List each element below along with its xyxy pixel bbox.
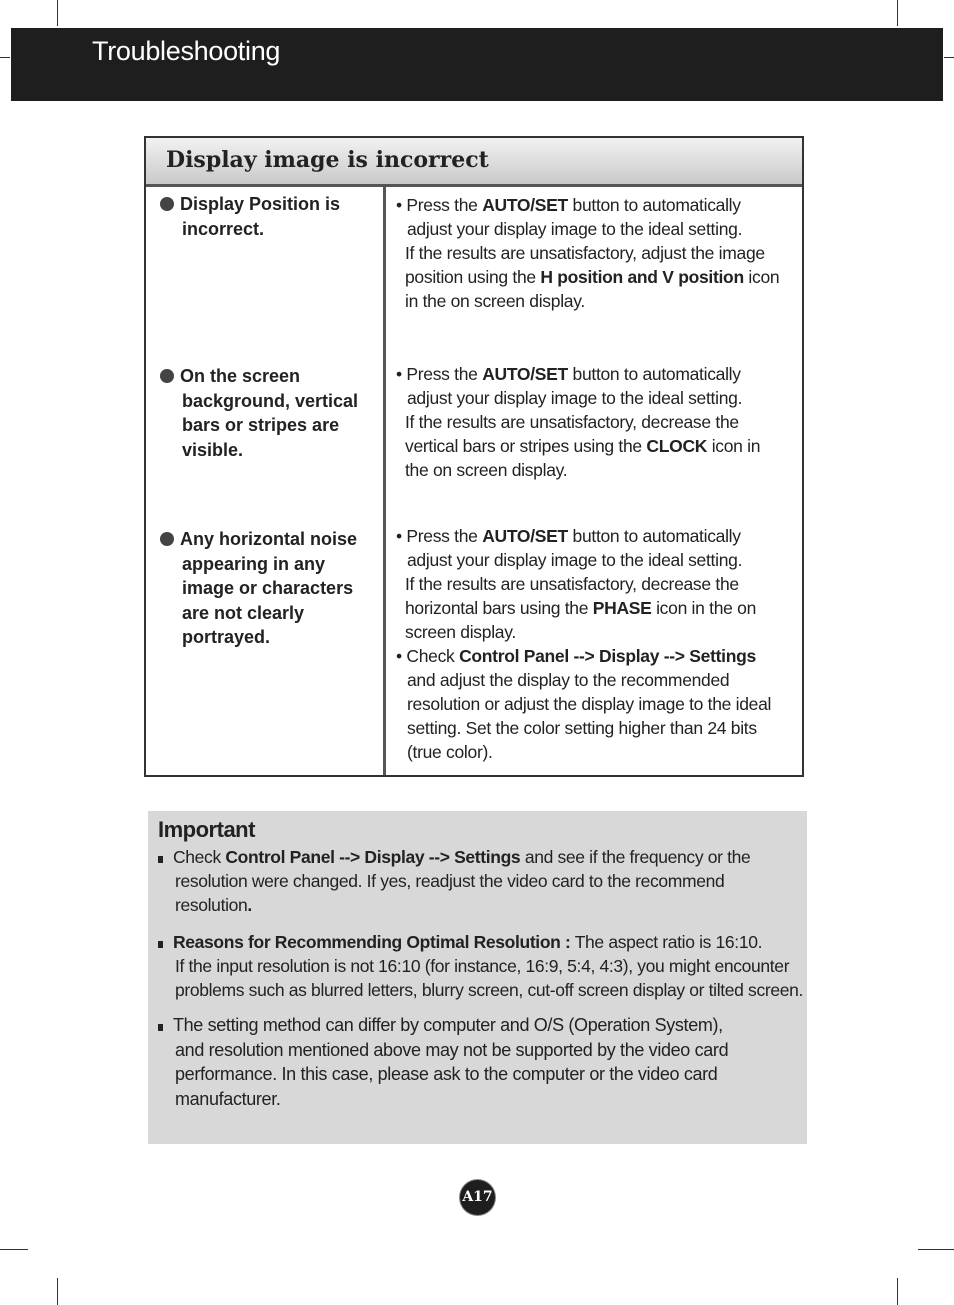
symptom-cell	[160, 527, 375, 650]
symptom-line	[160, 413, 375, 438]
remedy-text: icon in	[707, 436, 761, 456]
important-item	[158, 930, 803, 1002]
remedy-line	[396, 362, 796, 386]
remedy-emphasis: CLOCK	[646, 436, 708, 456]
remedy-cell	[396, 193, 796, 313]
remedy-line	[396, 265, 796, 289]
remedy-text: the on screen display.	[405, 460, 568, 480]
important-text: The aspect ratio is 16:10.	[570, 932, 763, 952]
remedy-emphasis: AUTO/SET	[482, 364, 568, 384]
important-line	[158, 893, 803, 917]
symptom-text: bars or stripes are	[182, 415, 340, 435]
crop-mark	[0, 1249, 28, 1250]
remedy-line	[396, 193, 796, 217]
remedy-text: icon in the on	[651, 598, 756, 618]
remedy-line	[396, 410, 796, 434]
remedy-text: horizontal bars using the	[405, 598, 593, 618]
important-text: resolution were changed. If yes, readjust the video card to the recommend	[175, 871, 725, 891]
crop-mark	[897, 0, 898, 26]
important-text: problems such as blurred letters, blurry screen, cut-off screen display or tilted screen.	[175, 980, 803, 1000]
remedy-text: and adjust the display to the recommended	[407, 670, 730, 690]
important-text: and see if the frequency or the	[520, 847, 751, 867]
remedy-text: in the on screen display.	[405, 291, 585, 311]
remedy-line	[396, 572, 796, 596]
symptom-cell	[160, 192, 375, 241]
remedy-text: resolution or adjust the display image to the ideal	[407, 694, 772, 714]
remedy-line	[396, 289, 796, 313]
important-line	[158, 1038, 803, 1063]
remedy-text: If the results are unsatisfactory, adjust the image	[405, 243, 765, 263]
remedy-text: adjust your display image to the ideal setting.	[407, 388, 743, 408]
remedy-cell	[396, 362, 796, 482]
remedy-text: vertical bars or stripes using the	[405, 436, 647, 456]
remedy-line	[396, 620, 796, 644]
remedy-line	[396, 524, 796, 548]
important-emphasis: Control Panel --> Display --> Settings	[225, 847, 521, 867]
important-emphasis: .	[247, 895, 252, 915]
important-line	[158, 1087, 803, 1112]
remedy-line	[396, 386, 796, 410]
symptom-text: background, vertical	[182, 390, 359, 411]
symptom-text: incorrect.	[182, 218, 265, 239]
crop-mark	[944, 57, 954, 58]
remedy-text: If the results are unsatisfactory, decrease the	[405, 574, 739, 594]
remedy-text: • Press the	[396, 526, 483, 546]
important-text: Check	[173, 847, 226, 867]
remedy-emphasis: H position and V position	[540, 267, 744, 287]
crop-mark	[918, 1249, 954, 1250]
important-line	[158, 845, 803, 869]
column-divider	[383, 187, 386, 775]
bullet-dot-icon	[160, 532, 174, 546]
crop-mark	[57, 0, 58, 26]
remedy-line	[396, 217, 796, 241]
remedy-text: setting. Set the color setting higher than 24 bits	[407, 718, 757, 738]
remedy-emphasis: AUTO/SET	[482, 526, 568, 546]
remedy-text: button to automatically	[567, 526, 741, 546]
bullet-dot-icon	[160, 197, 174, 211]
remedy-line	[396, 548, 796, 572]
symptom-text: image or characters	[182, 578, 354, 598]
important-notes	[148, 811, 807, 1144]
symptom-line	[160, 576, 375, 601]
remedy-text: • Check	[396, 646, 460, 666]
important-text: and resolution mentioned above may not be supported by the video card	[175, 1039, 729, 1060]
important-text: manufacturer.	[175, 1088, 281, 1109]
square-bullet-icon	[158, 1024, 163, 1031]
important-item	[158, 1013, 803, 1111]
remedy-emphasis: AUTO/SET	[482, 195, 568, 215]
symptom-text: Any horizontal noise	[180, 529, 358, 549]
remedy-text: adjust your display image to the ideal setting.	[407, 219, 743, 239]
remedy-text: If the results are unsatisfactory, decrease the	[405, 412, 739, 432]
remedy-line	[396, 716, 796, 740]
important-item	[158, 845, 803, 917]
important-line	[158, 954, 803, 978]
symptom-line	[160, 389, 375, 414]
symptom-cell	[160, 364, 375, 462]
symptom-line	[160, 625, 375, 650]
remedy-text: button to automatically	[567, 364, 741, 384]
symptom-line	[160, 438, 375, 463]
important-line	[158, 1013, 803, 1038]
page-number-badge: A17	[460, 1180, 495, 1215]
remedy-line	[396, 434, 796, 458]
square-bullet-icon	[158, 941, 163, 948]
symptom-text: On the screen	[180, 366, 301, 386]
remedy-line	[396, 740, 796, 764]
important-emphasis: Reasons for Recommending Optimal Resolution :	[173, 932, 571, 952]
symptom-line	[160, 527, 375, 552]
remedy-line	[396, 596, 796, 620]
important-text: resolution	[175, 895, 248, 915]
bullet-dot-icon	[160, 369, 174, 383]
symptom-text: visible.	[182, 439, 244, 460]
crop-mark	[897, 1278, 898, 1305]
important-text: The setting method can differ by computer and O/S (Operation System),	[173, 1015, 723, 1035]
remedy-text: position using the	[405, 267, 541, 287]
crop-mark	[57, 1278, 58, 1305]
remedy-emphasis: Control Panel --> Display --> Settings	[459, 646, 756, 666]
symptom-line	[160, 364, 375, 389]
symptom-line	[160, 601, 375, 626]
remedy-line	[396, 644, 796, 668]
table-title: Display image is incorrect	[166, 147, 489, 173]
symptom-text: appearing in any	[182, 553, 326, 574]
symptom-text: are not clearly	[182, 602, 305, 623]
remedy-text: adjust your display image to the ideal setting.	[407, 550, 743, 570]
remedy-text: screen display.	[405, 622, 516, 642]
remedy-cell	[396, 524, 796, 764]
symptom-line	[160, 552, 375, 577]
symptom-line	[160, 217, 375, 242]
remedy-text: icon	[743, 267, 780, 287]
remedy-emphasis: PHASE	[592, 598, 652, 618]
symptom-text: Display Position is	[180, 194, 341, 214]
troubleshooting-table	[144, 136, 804, 777]
important-text: If the input resolution is not 16:10 (for instance, 16:9, 5:4, 4:3), you might encounter	[175, 956, 790, 976]
important-text: performance. In this case, please ask to the computer or the video card	[175, 1064, 718, 1084]
square-bullet-icon	[158, 856, 163, 863]
remedy-line	[396, 241, 796, 265]
important-line	[158, 930, 803, 954]
important-line	[158, 978, 803, 1002]
table-header	[146, 138, 802, 187]
remedy-text: (true color).	[407, 742, 493, 762]
remedy-text: • Press the	[396, 364, 483, 384]
remedy-text: button to automatically	[567, 195, 741, 215]
page-title: Troubleshooting	[92, 36, 281, 66]
remedy-line	[396, 668, 796, 692]
important-line	[158, 1062, 803, 1087]
remedy-line	[396, 692, 796, 716]
remedy-line	[396, 458, 796, 482]
symptom-text: portrayed.	[182, 627, 271, 647]
important-line	[158, 869, 803, 893]
remedy-text: • Press the	[396, 195, 483, 215]
symptom-line	[160, 192, 375, 217]
crop-mark	[0, 57, 10, 58]
important-title: Important	[158, 817, 255, 842]
